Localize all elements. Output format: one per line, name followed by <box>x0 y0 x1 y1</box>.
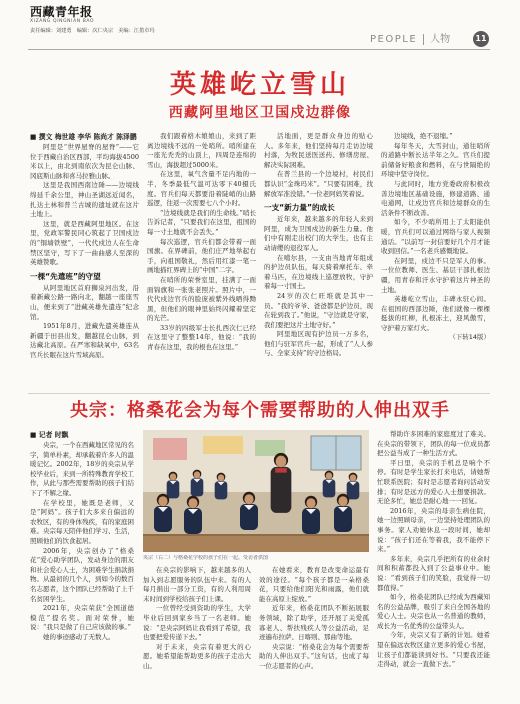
body-paragraph: 近年来，格桑花团队不断拓展服务领域，除了助学，还开展了关爱孤寡老人、帮扶残疾人等公益活动，足迹遍布拉萨、日喀则、那曲等地。 <box>259 604 369 642</box>
photo-caption: 央宗（右二）与格桑花学校的孩子们在一起。受访者供图 <box>143 555 269 561</box>
header-rule <box>28 49 490 50</box>
body-paragraph: 2016年，央宗的母亲生病住院，她一边照顾母亲，一边坚持处理团队的事务。家人劝她休息一段时间，她却说：“孩子们还在等着我，我不能停下来。” <box>377 506 490 554</box>
section-label-cn: 人物 <box>430 33 451 45</box>
article-yangzong-column-3 <box>259 566 369 692</box>
section-label <box>370 33 450 45</box>
body-paragraph: 一位曾经受到资助的学生，大学毕业后回到家乡当了一名老师。她说：“是央宗阿妈让我看到了希望，我也要把爱传递下去。” <box>143 604 251 642</box>
article-heroes-column-4 <box>381 132 490 388</box>
byline: ■ 撰文 梅世雄 李华 陈尚才 陈泽鹏 <box>30 133 137 141</box>
article-heroes-column-2 <box>147 132 256 388</box>
section-subheading: 一棵“先遣班”的守望 <box>30 271 101 281</box>
masthead-logo: 西藏青年报 <box>30 5 93 19</box>
article-yangzong-column-4 <box>377 430 490 692</box>
section-subheading: 一支“新力量”的成长 <box>264 203 335 213</box>
body-paragraph: 边境线，绝不退缩。” <box>394 132 453 140</box>
body-paragraph: 这里，就是西藏阿里地区。在这里，党政军警民同心筑起了卫国戍边的“铜墙铁壁”，一代代戍边人在生命禁区坚守，写下了一曲曲感人至深的英雄赞歌。 <box>30 219 139 267</box>
body-paragraph: 央宗，一个在西藏地区常见的名字，简单朴素，却承载着许多人的温暖记忆。2002年，18岁的央宗从学校毕业后，来到一所特殊教育学校工作，从此与那些需要帮助的孩子们结下了不解之缘。 <box>30 441 134 497</box>
body-paragraph: 她的事迹感动了无数人。 <box>43 632 115 641</box>
body-paragraph: 平日里，央宗的手机总是响个不停。有时是学生家长打来电话，请她帮忙联系医院；有时是志愿者询问活动安排；有时是远方的爱心人士想要捐款。无论多忙，她总是耐心地一一回复。 <box>377 458 490 506</box>
page-number-badge: 11 <box>473 31 489 47</box>
body-paragraph: 阿里是“世界屋脊的屋脊”——它位于西藏自治区西部，平均海拔4500米以上，由北到南依次为昆仑山脉、冈底斯山脉和喜马拉雅山脉。 <box>30 143 139 180</box>
body-paragraph: 与此同时，地方党委政府积极改善边境地区基础设施，修建道路、通电通网，让戍边官兵和边境群众的生活条件不断改善。 <box>381 179 490 217</box>
body-paragraph: 这里是我国西南边陲——边境线绵延千余公里，神山圣湖远近闻名，扎达土林和普兰古城的遗址就在这片土地上。 <box>30 181 139 219</box>
body-paragraph: 在学校里，她既是老师，又是“阿妈”。孩子们大多来自偏远的农牧区，有的身体残疾，有的家庭困难。央宗每天陪伴他们学习、生活，照顾他们的饮食起居。 <box>30 498 134 545</box>
body-paragraph: 每年冬天，大雪封山，通往哨所的道路中断长达半年之久。官兵们提前储备好粮食和燃料，在与世隔绝的环境中坚守岗位。 <box>381 141 490 179</box>
body-paragraph: 央宗说：“格桑花会为每个需要帮助的人伸出双手。”这句话，也成了每一位志愿者的心声。 <box>259 642 369 670</box>
article-heroes-subheadline: 西藏阿里地区卫国戍边群像 <box>168 105 352 121</box>
body-paragraph: 活地面，更是群众身边的贴心人。多年来，他们坚持每月走访边境村落，为牧民送医送药、修缮房屋、解决实际困难。 <box>264 132 373 169</box>
editor-credits: 责任编辑：刘建勇 编辑：次仁央宗 美编：江措卓玛 <box>30 28 155 34</box>
article-heroes-column-3 <box>264 132 373 388</box>
body-paragraph: 阿里地区现有护边员一万多名，他们与驻军官兵一起，形成了“人人参与、全家支持”的守边格局。 <box>264 330 373 358</box>
body-paragraph: 我们跟着格木娘娘山，来到了距离边境线不远的一处哨所。哨所建在一座光秃秃的山顶上，四周是连绵的雪山，海拔超过5000米。 <box>147 132 256 169</box>
body-paragraph: 在这里，氧气含量不足内地的一半，冬季最低气温可达零下40摄氏度。官兵们每天都要沿着陡峭的山路巡逻，往返一次需要七八个小时。 <box>147 170 256 208</box>
body-paragraph: 在央宗的影响下，越来越多的人加入到志愿服务的队伍中来。有的人每月捐出一部分工资，有的人利用周末时间到学校给孩子们上课。 <box>143 566 251 603</box>
jump-line: （下转14版） <box>449 333 490 342</box>
body-paragraph: 帮助许多困难的家庭度过了难关。在央宗的带领下，团队的每一位成员都把公益当成了一种生活方式。 <box>377 430 490 458</box>
body-paragraph: 2021年，央宗荣获“全国道德模范”提名奖。面对荣誉，她说：“我只是做了自己应该做的事。” <box>30 604 134 632</box>
body-paragraph: 2006年，央宗创办了“格桑花”爱心助学团队，发动身边的朋友和社会爱心人士，为困难学生捐款捐物。从最初的几个人，到如今的数百名志愿者，这个团队已经帮助了上千名贫困学生。 <box>30 546 134 603</box>
body-paragraph: 33岁的四级军士长扎西次仁已经在这里守了整整14年，他说：“我的青春在这里，我的根也在这里。” <box>147 323 256 352</box>
body-paragraph: 在噶尔县，一支由当地青年组成的护边员队伍，每天骑着摩托车、牵着马匹，在边境线上巡逻放牧，守护着每一寸国土。 <box>264 253 373 291</box>
body-paragraph: 在阿里，戍边不只是军人的事。一位位教师、医生、基层干部扎根边疆，用青春和汗水守护着这片神圣的土地。 <box>381 256 490 294</box>
body-paragraph: 英雄屹立雪山，丰碑永驻心间。在祖国的西部边陲，他们就像一棵棵挺拔的红柳，扎根冻土，迎风傲雪，守护着万家灯火。 <box>381 295 490 332</box>
body-paragraph: 对于未来，央宗有着更大的心愿。她希望能帮助更多的孩子走出大山。 <box>143 642 251 670</box>
article-yangzong-column-2 <box>143 566 251 692</box>
section-label-en: PEOPLE <box>370 34 424 45</box>
body-paragraph: 每次巡逻，官兵们都会带着一面国旗。在界碑前，他们庄严地举起右手，向祖国敬礼，然后用红漆一笔一画地描红界碑上的“中国”二字。 <box>147 237 256 275</box>
byline: ■ 记者 时飘 <box>30 431 69 439</box>
body-paragraph: 从阿里地区首府狮泉河出发，沿着新藏公路一路向北，翻越一座座雪山，便来到了“进藏英雄先遣连”纪念馆。 <box>30 283 139 321</box>
body-paragraph: 如今，不少哨所用上了太阳能供暖，官兵们可以通过网络与家人视频通话。“以前写一封信要好几个月才能收到回信。”一名老兵感慨地说。 <box>381 218 490 256</box>
body-paragraph: 在她看来，教育是改变命运最有效的途径。“每个孩子都是一朵格桑花，只要给他们阳光和雨露，他们就能在高原上绽放。” <box>259 566 369 603</box>
article-divider <box>28 393 490 394</box>
body-paragraph: 1951年8月，进藏先遣英雄连从新疆于田县出发，翻越昆仑山脉，到达藏北高原。在严寒和缺氧中，63名官兵长眠在这片雪域高原。 <box>30 322 139 359</box>
body-paragraph: 近年来，越来越多的年轻人来到阿里，成为卫国戍边的新生力量。他们中有刚走出校门的大学生，也有主动请缨的退役军人。 <box>264 215 373 252</box>
body-paragraph: “边境线就是我们的生命线。”哨长告诉记者，“只要我们在这里，祖国的每一寸土地就不会丢失。” <box>147 208 256 236</box>
article-yangzong-column-1 <box>30 430 134 692</box>
article-yangzong-headline: 央宗：格桑花会为每个需要帮助的人伸出双手 <box>70 400 450 421</box>
body-paragraph: 在哨所的荣誉室里，挂满了一面面锦旗和一张张老照片。照片中，一代代戍边官兵的脸庞被紫外线晒得黝黑，但他们的眼神里始终闪耀着坚定的光芒。 <box>147 275 256 323</box>
masthead-pinyin: XIZANG QINGNIAN BAO <box>30 19 95 24</box>
body-paragraph: 24岁的次仁旺堆就是其中一员。“我的爷爷、爸爸都是护边员，现在轮到我了。”他说，“守边就是守家，我们要把这片土地守好。” <box>264 291 373 329</box>
body-paragraph: 今年，央宗又有了新的计划。她希望在偏远农牧区建立更多的爱心书屋，让孩子们都能读到好书。“只要我还能走得动，就会一直做下去。” <box>377 631 490 669</box>
body-paragraph: 多年来，央宗几乎把所有的业余时间和积蓄都投入到了公益事业中。她说：“看到孩子们的笑脸，我觉得一切都值得。” <box>377 554 490 592</box>
news-photo <box>143 430 369 552</box>
body-paragraph: 在普兰县的一个边境村，村民们都认识“金珠玛米”。“只要有困难，找解放军准没错。”一位老阿妈笑着说。 <box>264 170 373 198</box>
article-heroes-column-1 <box>30 132 139 388</box>
body-paragraph: 如今，格桑花团队已经成为西藏知名的公益品牌，吸引了来自全国各地的爱心人士。央宗也从一名普通的教师，成长为一名优秀的公益带头人。 <box>377 593 490 630</box>
article-heroes-headline: 英雄屹立雪山 <box>169 70 350 100</box>
